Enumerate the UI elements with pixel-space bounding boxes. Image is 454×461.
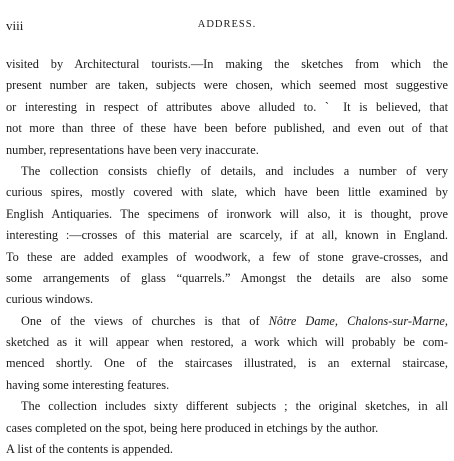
text-line bbox=[6, 311, 448, 332]
body-text bbox=[6, 54, 448, 460]
text-line: To these are added examples of woodwork, a few of stone grave-crosses, and bbox=[6, 249, 448, 264]
text-line: some arrangements of glass “quarrels.” Amongst the details are also some bbox=[6, 270, 448, 285]
text-line: present number are taken, subjects were chosen, which seemed most suggestive bbox=[6, 78, 448, 93]
text-line: The collection includes sixty different subjects ; the original sketches, in all bbox=[21, 399, 448, 414]
text-run: One of the views of churches is that of bbox=[21, 313, 269, 328]
text-line: sketched as it will appear when restored, a work which will probably be com- bbox=[6, 335, 448, 350]
text-line: interesting :—crosses of this material are scarcely, if at all, known in England. bbox=[6, 228, 448, 243]
text-line: visited by Architectural tourists.—In making the sketches from which the bbox=[6, 57, 448, 71]
text-line: menced shortly. One of the staircases illustrated, is an external staircase, bbox=[6, 356, 448, 371]
page-header bbox=[6, 18, 448, 34]
text-line: or interesting in respect of attributes above alluded to. ˋ It is believed, that bbox=[6, 99, 448, 114]
paragraph-3 bbox=[6, 311, 448, 397]
text-line: number, representations have been very inaccurate. bbox=[6, 142, 259, 157]
text-line: The collection consists chiefly of details, and includes a number of very bbox=[21, 163, 448, 178]
running-head: ADDRESS. bbox=[197, 19, 257, 30]
text-line: not more than three of these have been before published, and even out of that bbox=[6, 121, 448, 136]
text-line: A list of the contents is appended. bbox=[6, 442, 173, 457]
text-line: curious windows. bbox=[6, 292, 94, 307]
text-line: having some interesting features. bbox=[6, 377, 170, 392]
text-line: curious spires, mostly covered with slate, which have been little examined by bbox=[6, 185, 448, 200]
paragraph-2 bbox=[6, 161, 448, 311]
text-line: English Antiquaries. The specimens of ironwork will also, it is thought, prove bbox=[6, 206, 448, 221]
paragraph-4 bbox=[6, 396, 448, 460]
paragraph-1 bbox=[6, 54, 448, 161]
italic-place-name: Nôtre Dame, Chalons-sur-Marne, bbox=[268, 313, 448, 328]
text-line: cases completed on the spot, being here produced in etchings by the author. bbox=[6, 420, 379, 435]
page-number: viii bbox=[6, 18, 24, 33]
